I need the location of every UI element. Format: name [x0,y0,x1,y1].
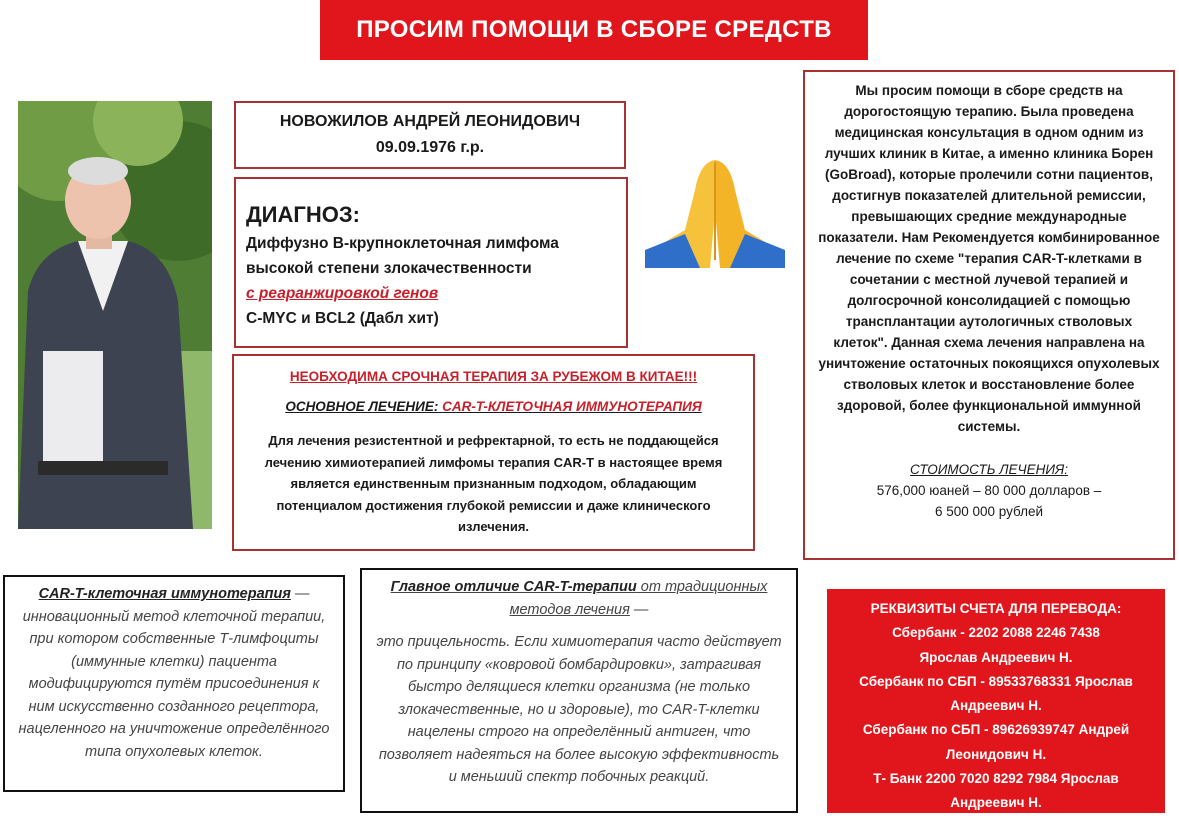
therapy-box [232,354,755,551]
bank-title: РЕКВИЗИТЫ СЧЕТА ДЛЯ ПЕРЕВОДА: [870,601,1122,616]
bank-line: Сбербанк по СБП - 89626939747 Андрей [862,722,1130,738]
cost-value-line: 6 500 000 рублей [934,504,1044,519]
cost-value-line: 576,000 юаней – 80 000 долларов – [876,483,1102,498]
request-text: Мы просим помощи в сборе средств на дорогостоящую терапию. Была проведена медицинская консультация в одном одним из лучших клиник в Китае, а именно клиника Борен (GoBroad), которые пролечили сотни пациентов, достигнув показателей длительной ремиссии, превышающих средние международные показатели. Нам Рекомендуется комбинированное лечение по схеме "терапия CAR-T-клетками в сочетании с местной лучевой терапией и долгосрочной консолидацией с помощью трансплантации аутологичных стволовых клеток". Данная схема лечения направлена на уничтожение остаточных покоящихся опухолевых стволовых клеток и восстановление более здоровой, более функциональной иммунной системы. [818,83,1160,434]
patient-photo-image [18,101,212,529]
diagnosis-line: Диффузно В-крупноклеточная лимфома [246,235,559,252]
therapy-main-value: CAR-T-КЛЕТОЧНАЯ ИММУНОТЕРАПИЯ [442,399,702,414]
bank-line: Т- Банк 2200 7020 8292 7984 Ярослав [873,771,1119,787]
difference-heading-bold: Главное отличие CAR-T-терапии [390,579,637,595]
bank-line: Андреевич Н. [950,698,1042,714]
diagnosis-title: ДИАГНОЗ: [246,202,360,227]
therapy-main-label: ОСНОВНОЕ ЛЕЧЕНИЕ: [285,399,439,414]
cart-definition-text: — инновационный метод клеточной терапии, при котором собственные Т-лимфоциты (иммунные клетки) пациента модифицируются путём присоединения к ним искусственно созданного рецептора, нацеленного на уничтожение определённого типа опухолевых клеток. [18,586,330,760]
bank-line: Леонидович Н. [945,746,1047,762]
therapy-urgent-text: НЕОБХОДИМА СРОЧНАЯ ТЕРАПИЯ ЗА РУБЕЖОМ В КИТАЕ!!! [289,369,698,384]
diagnosis-box [234,177,628,348]
therapy-description: Для лечения резистентной и рефректарной, то есть не поддающейся лечению химиотерапией лимфомы терапия CAR-T в настоящее время является единственным признанным подходом, обладающим потенциалом достижения глубокой ремиссии и даже клинического излечения. [264,433,723,534]
cost-label-line [817,459,1161,480]
banner-title: ПРОСИМ ПОМОЩИ В СБОРЕ СРЕДСТВ [356,16,832,43]
cart-term: CAR-T-клеточная иммунотерапия [38,586,291,602]
diagnosis-gene-line: с реаранжировкой генов [246,285,439,302]
difference-heading [376,576,782,621]
cost-label: СТОИМОСТЬ ЛЕЧЕНИЯ [910,462,1065,477]
cost-colon: : [1064,462,1068,477]
fundraising-request-box [803,70,1175,560]
bank-line: Андреевич Н. [950,795,1042,811]
difference-body: это прицельность. Если химиотерапия часто действует по принципу «ковровой бомбардировки», затрагивая быстро делящиеся клетки организма (не только злокачественные, но и здоровые), то CAR-T-клетки нацелены строго на определённый антиген, что позволяет надеяться на более высокую эффективность и меньший спектр побочных реакций. [376,634,782,785]
therapy-main-line [248,396,739,418]
bank-line: Сбербанк по СБП - 89533768331 Ярослав [859,673,1133,689]
bank-details-box [827,589,1165,813]
patient-name: НОВОЖИЛОВ АНДРЕЙ ЛЕОНИДОВИЧ [279,113,581,130]
patient-photo [18,101,212,529]
difference-box [360,568,798,813]
header-banner [320,0,868,60]
diagnosis-line: высокой степени злокачественности [246,260,532,277]
cart-definition-box [3,575,345,792]
difference-heading-dash: — [629,601,649,618]
bank-line: Сбербанк - 2202 2088 2246 7438 [892,625,1100,641]
praying-hands-icon [640,150,790,274]
difference-heading-rest: от традиционных методов лечения [509,579,768,618]
diagnosis-line: С-MYC и BCL2 (Дабл хит) [246,310,439,327]
patient-name-box [234,101,626,169]
bank-line: Ярослав Андреевич Н. [919,649,1073,665]
patient-birthdate: 09.09.1976 г.р. [375,139,485,156]
